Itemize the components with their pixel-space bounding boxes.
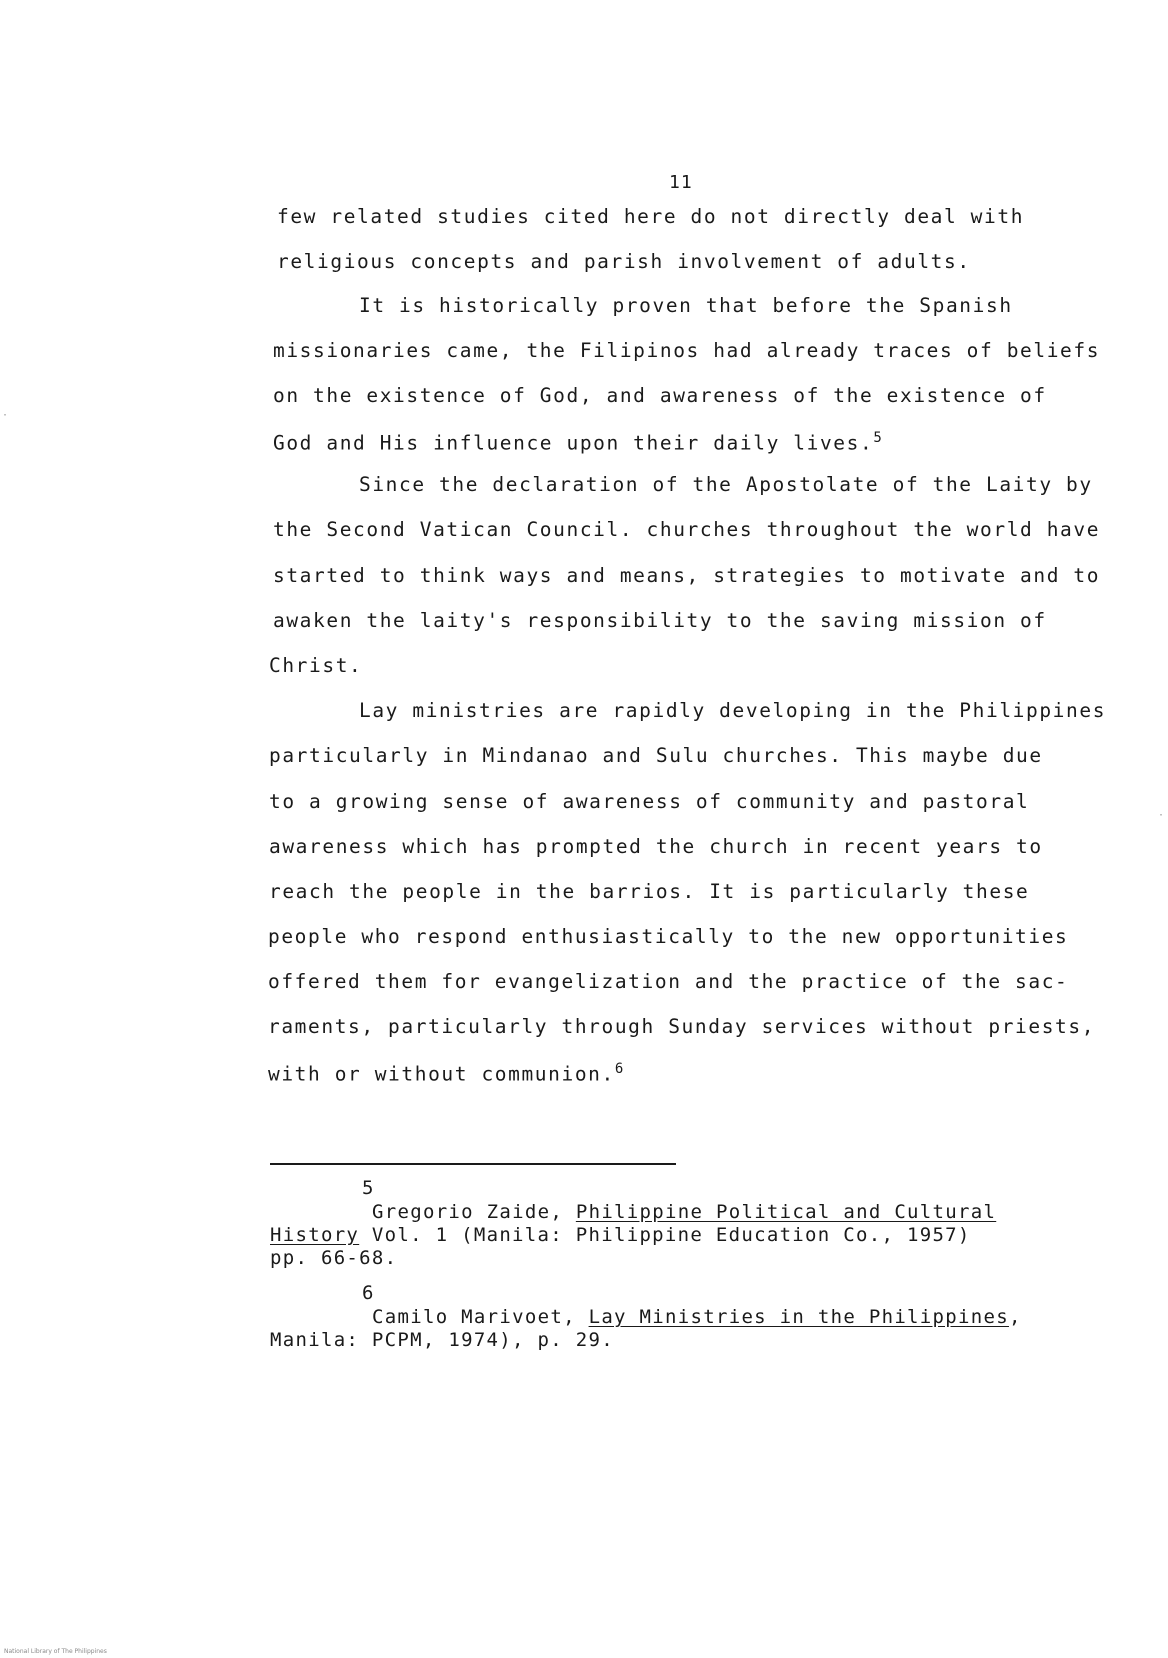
footnote-number: 6: [362, 1282, 375, 1304]
footnote-detail: Vol. 1 (Manila: Philippine Education Co., 1957): [359, 1224, 971, 1246]
footnote-line: [372, 1201, 996, 1223]
footnote-title: History: [270, 1224, 360, 1246]
body-line: raments, particularly through Sunday services without priests,: [268, 1015, 1096, 1038]
body-line-text: with or without communion.: [268, 1062, 615, 1086]
footnote-title: Philippine Political and Cultural: [575, 1201, 997, 1223]
footnote-line: pp. 66-68.: [270, 1247, 398, 1269]
footnote-separator: [270, 1163, 676, 1165]
body-line: particularly in Mindanao and Sulu churches. This maybe due: [269, 744, 1043, 767]
body-line: religious concepts and parish involvement of adults.: [277, 250, 971, 273]
body-line: offered them for evangelization and the practice of the sac-: [268, 970, 1069, 993]
footnote-reference: 5: [873, 430, 882, 446]
body-line: on the existence of God, and awareness of the existence of: [273, 384, 1047, 407]
body-line: reach the people in the barrios. It is particularly these: [269, 880, 1030, 903]
body-line: Lay ministries are rapidly developing in the Philippines: [359, 699, 1107, 722]
footnote-line: [372, 1306, 1022, 1328]
scan-footer: National Library of The Philippines: [4, 1648, 107, 1655]
body-line: Christ.: [269, 654, 363, 677]
body-line: Since the declaration of the Apostolate of the Laity by: [359, 473, 1093, 496]
body-line: It is historically proven that before the Spanish: [359, 294, 1013, 317]
footnote-number: 5: [362, 1177, 375, 1199]
body-line: awaken the laity's responsibility to the saving mission of: [273, 609, 1047, 632]
scan-speck: ·: [2, 410, 9, 421]
body-line: [268, 1061, 623, 1086]
scan-speck: ·: [1158, 810, 1165, 821]
footnote-punct: ,: [1008, 1306, 1022, 1328]
body-line: people who respond enthusiastically to the new opportunities: [268, 925, 1069, 948]
body-line: [273, 430, 882, 455]
body-line: few related studies cited here do not directly deal with: [277, 205, 1025, 228]
body-line: the Second Vatican Council. churches throughout the world have: [273, 518, 1101, 541]
body-line: awareness which has prompted the church in recent years to: [269, 835, 1043, 858]
footnote-author: Camilo Marivoet,: [372, 1306, 576, 1328]
body-line: missionaries came, the Filipinos had already traces of beliefs: [273, 339, 1101, 362]
body-line: to a growing sense of awareness of community and pastoral: [269, 790, 1030, 813]
footnote-title: Lay Ministries in the Philippines: [588, 1306, 1009, 1328]
footnote-reference: 6: [614, 1061, 624, 1077]
footnote-line: [270, 1224, 971, 1246]
body-line-text: God and His influence upon their daily lives.: [273, 431, 874, 455]
footnote-line: Manila: PCPM, 1974), p. 29.: [270, 1329, 614, 1351]
page-number: 11: [669, 172, 693, 193]
footnote-author: Gregorio Zaide,: [372, 1201, 564, 1223]
body-line: started to think ways and means, strategies to motivate and to: [273, 564, 1101, 587]
